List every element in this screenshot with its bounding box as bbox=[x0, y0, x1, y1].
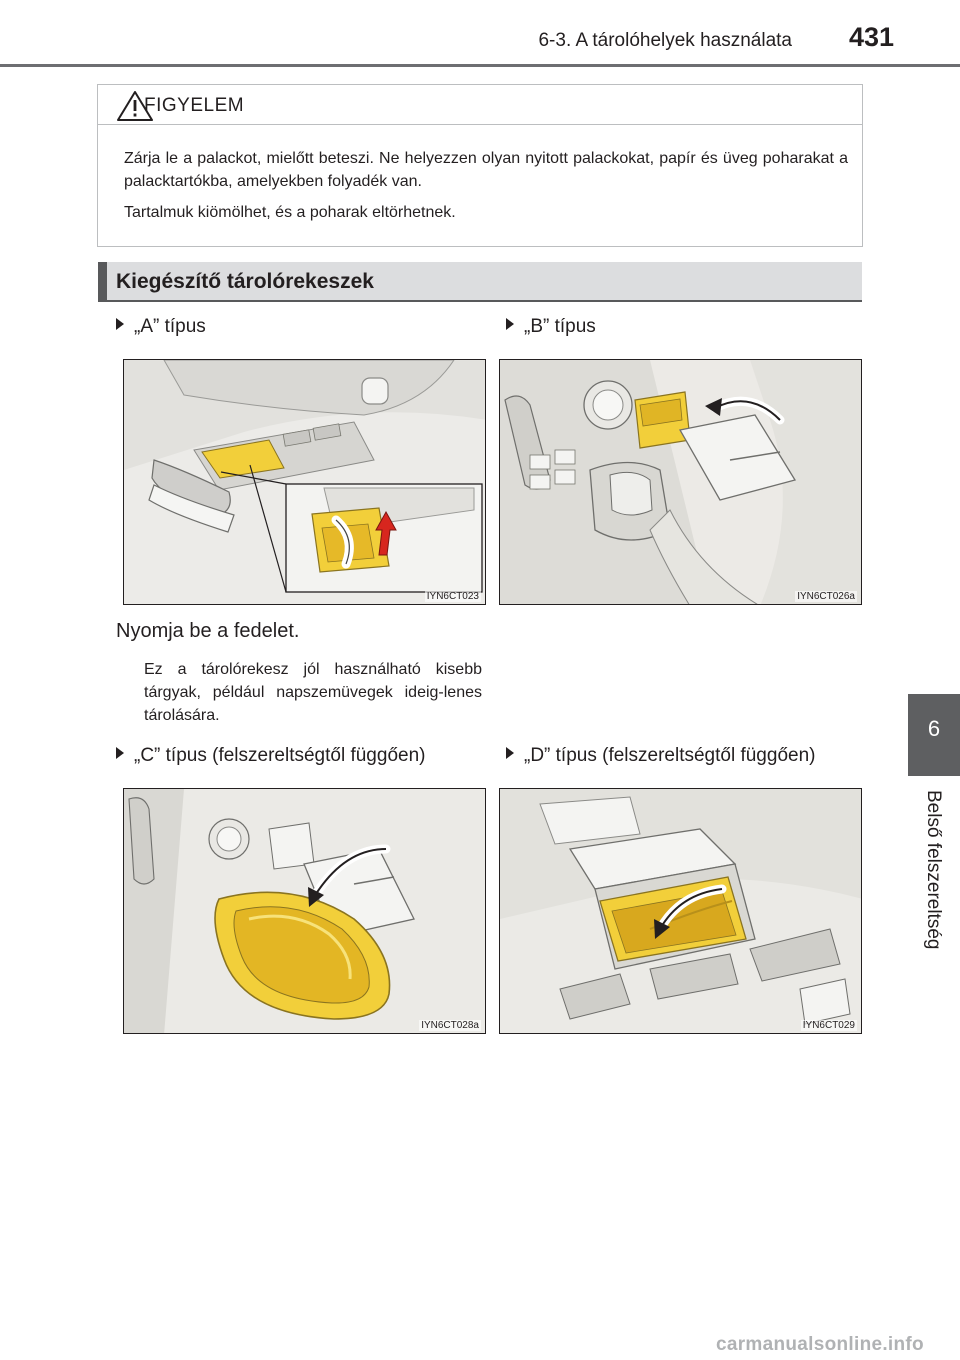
type-a-description: Ez a tárolórekesz jól használható kisebb tárgyak, például napszemüvegek ideig-lenes tárolására. bbox=[144, 661, 482, 724]
chapter-number: 6 bbox=[927, 716, 941, 741]
header-divider bbox=[0, 64, 960, 67]
figure-code: IYN6CT029 bbox=[802, 1020, 855, 1031]
chapter-section-title: 6-3. A tárolóhelyek használata bbox=[538, 30, 792, 51]
type-a-instruction: Nyomja be a fedelet. bbox=[116, 620, 300, 642]
dashboard-compartment-illustration bbox=[500, 789, 862, 1034]
figure-code: IYN6CT023 bbox=[426, 591, 479, 602]
figure-type-a bbox=[123, 359, 486, 605]
bullet-triangle-icon bbox=[116, 318, 124, 330]
figure-type-b bbox=[499, 359, 862, 605]
section-title: Kiegészítő tárolórekeszek bbox=[116, 270, 374, 293]
center-tray-illustration bbox=[124, 789, 486, 1034]
warning-body bbox=[124, 147, 848, 224]
type-c-label bbox=[116, 745, 425, 767]
figure-type-d bbox=[499, 788, 862, 1034]
warning-header bbox=[98, 85, 862, 125]
bullet-triangle-icon bbox=[506, 318, 514, 330]
chapter-tab bbox=[908, 694, 960, 776]
warning-title: FIGYELEM bbox=[144, 95, 245, 116]
type-d-label bbox=[506, 745, 815, 767]
warning-box bbox=[97, 84, 863, 247]
warning-paragraph: Zárja le a palackot, mielőtt beteszi. Ne helyezzen olyan nyitott palackokat, papír és üveg poharakat a palacktartókba, amelyekben folyadék van. bbox=[124, 150, 848, 190]
type-b-text: „B” típus bbox=[524, 316, 596, 337]
figure-type-c bbox=[123, 788, 486, 1034]
type-c-text: „C” típus (felszereltségtől függően) bbox=[134, 745, 426, 766]
chapter-name: Belső felszereltség bbox=[923, 790, 944, 950]
figure-code: IYN6CT028a bbox=[421, 1020, 479, 1031]
type-a-label bbox=[116, 316, 206, 338]
center-console-compartment-illustration bbox=[500, 360, 862, 605]
bullet-triangle-icon bbox=[506, 747, 514, 759]
type-a-text: „A” típus bbox=[134, 316, 206, 337]
figure-code: IYN6CT026a bbox=[797, 591, 855, 602]
page-header bbox=[0, 0, 960, 68]
type-b-label bbox=[506, 316, 596, 338]
watermark: carmanualsonline.info bbox=[716, 1334, 924, 1355]
chapter-name-vertical bbox=[916, 790, 946, 960]
type-d-text: „D” típus (felszereltségtől függően) bbox=[524, 745, 816, 766]
warning-paragraph: Tartalmuk kiömölhet, és a poharak eltörhetnek. bbox=[124, 204, 456, 221]
section-accent bbox=[98, 262, 107, 300]
overhead-console-illustration bbox=[124, 360, 486, 605]
bullet-triangle-icon bbox=[116, 747, 124, 759]
page-number: 431 bbox=[848, 22, 894, 52]
section-heading-bar bbox=[98, 262, 862, 302]
